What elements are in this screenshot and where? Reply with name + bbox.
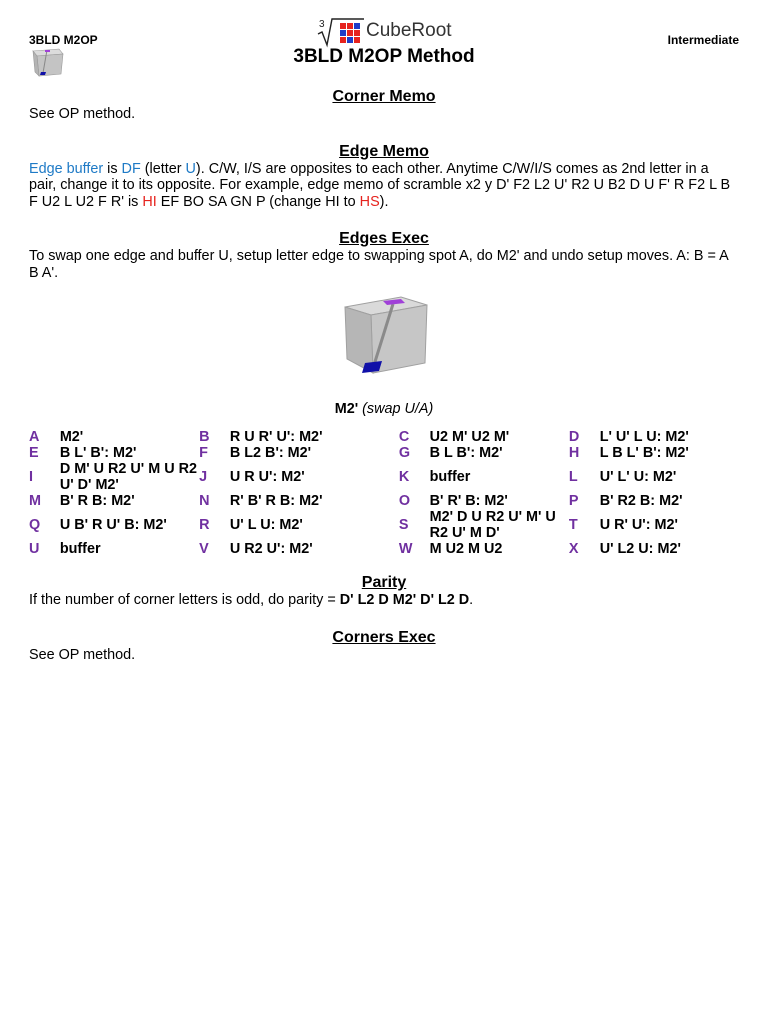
doc-label: 3BLD M2OP [29, 33, 98, 47]
edge-letter: V [199, 541, 209, 557]
edge-letter: G [398, 445, 411, 461]
corner-memo-text: See OP method. [29, 106, 136, 122]
edge-buffer-term: Edge buffer [29, 160, 104, 177]
edge-alg: B L' B': M2' [59, 445, 137, 461]
edge-alg: B' R B: M2' [59, 493, 135, 509]
edge-letter: L [568, 469, 578, 485]
edge-alg: U2 M' U2 M' [429, 429, 510, 445]
parity-section [29, 573, 739, 609]
example-pair: HI [142, 193, 157, 210]
corners-exec-heading: Corners Exec [332, 628, 436, 646]
figure-caption [29, 401, 739, 417]
edge-alg: R U R' U': M2' [229, 429, 323, 445]
edge-letter: J [199, 469, 208, 485]
edge-alg: B' R' B: M2' [429, 493, 508, 509]
caption-note: (swap U/A) [362, 401, 434, 417]
edge-letter: U [29, 541, 40, 557]
edges-exec-heading: Edges Exec [339, 230, 429, 247]
edge-letter: R [199, 517, 210, 533]
page [29, 0, 739, 663]
edge-letter: F [199, 445, 208, 461]
edge-letter: T [568, 517, 578, 533]
example-pair-changed: HS [359, 193, 380, 210]
edge-letter: C [398, 429, 410, 445]
edge-alg: B L B': M2' [429, 445, 503, 461]
parity-text: If the number of corner letters is odd, do parity = D' L2 D M2' D' L2 D. [29, 592, 474, 608]
edge-letter: D [568, 429, 580, 445]
edge-memo-section [29, 142, 739, 211]
edge-alg: B L2 B': M2' [229, 445, 312, 461]
edge-alg: M2' D U R2 U' M' U R2 U' M D' [429, 509, 556, 541]
edges-exec-text: To swap one edge and buffer U, setup letter edge to swapping spot A, do M2' and undo setup moves. A: B = A B A'. [29, 248, 728, 281]
table-row [29, 461, 739, 493]
edge-alg: U' L' U: M2' [599, 469, 677, 485]
page-title: 3BLD M2OP Method [293, 46, 475, 67]
edge-letter: A [29, 429, 40, 445]
edge-letter: N [199, 493, 210, 509]
edge-letter: B [199, 429, 210, 445]
table-row [29, 493, 739, 509]
table-row [29, 541, 739, 557]
corner-memo-heading: Corner Memo [332, 88, 436, 105]
edge-alg: U' L2 U: M2' [599, 541, 681, 557]
parity-heading: Parity [361, 574, 407, 591]
edge-alg: U R U': M2' [229, 469, 305, 485]
edge-letter: Q [29, 517, 41, 533]
cube-m2-icon [335, 291, 433, 377]
edge-letter: W [398, 541, 413, 557]
edge-alg: buffer [429, 469, 471, 485]
edge-letter: H [568, 445, 580, 461]
edge-alg: U B' R U' B: M2' [59, 517, 167, 533]
edge-alg: U' L U: M2' [229, 517, 303, 533]
logo-text: CubeRoot [366, 20, 452, 41]
edge-letter: M [29, 493, 41, 509]
parity-alg: D' L2 D M2' D' L2 D [339, 592, 470, 608]
edges-exec-section [29, 229, 739, 557]
table-row [29, 445, 739, 461]
cuberoot-logo [316, 16, 486, 48]
edge-alg: L B L' B': M2' [599, 445, 689, 461]
edge-letter: S [398, 517, 409, 533]
edge-alg: U R' U': M2' [599, 517, 678, 533]
table-row [29, 429, 739, 445]
table-row [29, 509, 739, 541]
edge-alg: M2' [59, 429, 84, 445]
level-label: Intermediate [667, 33, 739, 47]
edge-alg: D M' U R2 U' M U R2 U' D' M2' [59, 461, 197, 493]
header [29, 0, 739, 100]
edge-alg: U R2 U': M2' [229, 541, 313, 557]
edge-memo-text: Edge buffer is DF (letter U). C/W, I/S are opposites to each other. Anytime C/W/I/S comes as 2nd letter in a pair, change it to its opposite. For example, edge memo of scramble x2 y D' F2 L2 U' R2 U B2 D U F' R F2 L B F U2 L U2 F R' is HI EF BO SA GN P (change HI to HS). [29, 160, 731, 210]
svg-text:3: 3 [319, 19, 325, 30]
edge-memo-heading: Edge Memo [339, 142, 429, 160]
edge-alg: M U2 M U2 [429, 541, 503, 557]
edge-letter: I [29, 469, 33, 485]
edge-letter: O [398, 493, 411, 509]
edge-alg-table-body [29, 429, 739, 557]
buffer-position: DF [121, 160, 141, 177]
cuberoot-logo-icon [316, 16, 366, 48]
edge-letter: E [29, 445, 39, 461]
edge-letter: X [568, 541, 579, 557]
corners-exec-section [29, 628, 739, 664]
edge-alg-table [29, 429, 739, 557]
caption-alg: M2' [334, 401, 359, 417]
edge-letter: P [568, 493, 579, 509]
edge-alg: buffer [59, 541, 101, 557]
corners-exec-text: See OP method. [29, 646, 136, 663]
m2-cube-figure [29, 291, 739, 401]
edge-alg: L' U' L U: M2' [599, 429, 689, 445]
edge-alg: B' R2 B: M2' [599, 493, 683, 509]
edge-alg: R' B' R B: M2' [229, 493, 323, 509]
edge-letter: K [398, 469, 410, 485]
buffer-letter: U [185, 160, 196, 177]
